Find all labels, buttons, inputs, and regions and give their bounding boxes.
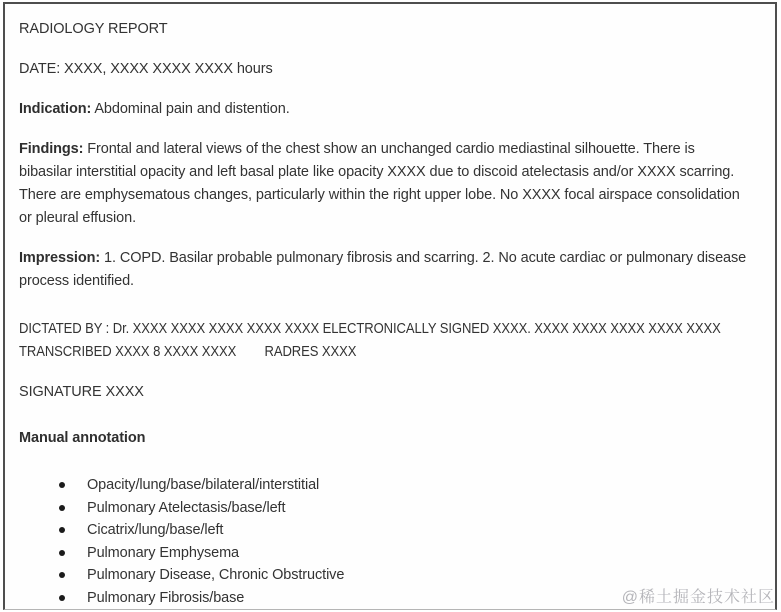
annotation-item: Pulmonary Disease, Chronic Obstructive	[57, 564, 761, 587]
date-line-block	[19, 58, 761, 81]
report-document-frame	[3, 2, 777, 610]
signature-block	[19, 381, 761, 404]
annotation-item: Pulmonary Fibrosis/base	[57, 587, 761, 610]
indication-text: Abdominal pain and distention.	[91, 101, 290, 117]
manual-annotation-heading: Manual annotation	[19, 430, 146, 446]
findings-label: Findings:	[19, 141, 84, 157]
dictated-line-1: DICTATED BY : Dr. XXXX XXXX XXXX XXXX XXXX ELECTRONICALLY SIGNED XXXX. XXXX XXXX XXXX XXXX XXXX	[19, 321, 721, 337]
impression-label: Impression:	[19, 250, 101, 266]
dictated-by-paragraph	[19, 310, 761, 364]
impression-line-1: 1. COPD. Basilar probable pulmonary fibrosis and scarring. 2. No acute cardiac or pulmonary disease	[100, 250, 747, 266]
annotation-item: Pulmonary Emphysema	[57, 542, 761, 565]
annotation-item: Pulmonary Atelectasis/base/left	[57, 497, 761, 520]
findings-line-3: There are emphysematous changes, particularly within the right upper lobe. No XXXX focal airspace consolidation	[19, 187, 740, 203]
findings-paragraph	[19, 138, 761, 230]
impression-line-2: process identified.	[19, 273, 134, 289]
dictated-line-2: TRANSCRIBED XXXX 8 XXXX XXXX RADRES XXXX	[19, 344, 357, 360]
indication-label: Indication:	[19, 101, 92, 117]
report-title-block	[19, 18, 761, 41]
manual-annotation-heading-block	[19, 421, 761, 450]
annotation-item: Opacity/lung/base/bilateral/interstitial	[57, 474, 761, 497]
findings-line-4: or pleural effusion.	[19, 210, 137, 226]
report-title: RADIOLOGY REPORT	[19, 21, 168, 37]
annotation-item: Cicatrix/lung/base/left	[57, 519, 761, 542]
impression-paragraph	[19, 247, 761, 293]
indication-paragraph	[19, 98, 761, 121]
community-watermark: @稀土掘金技术社区	[621, 589, 775, 606]
signature-line: SIGNATURE XXXX	[19, 384, 144, 400]
findings-line-1: Frontal and lateral views of the chest show an unchanged cardio mediastinal silhouette. There is	[83, 141, 695, 157]
findings-line-2: bibasilar interstitial opacity and left basal plate like opacity XXXX due to discoid atelectasis and/or XXXX scarring.	[19, 164, 735, 180]
date-line: DATE: XXXX, XXXX XXXX XXXX hours	[19, 61, 273, 77]
